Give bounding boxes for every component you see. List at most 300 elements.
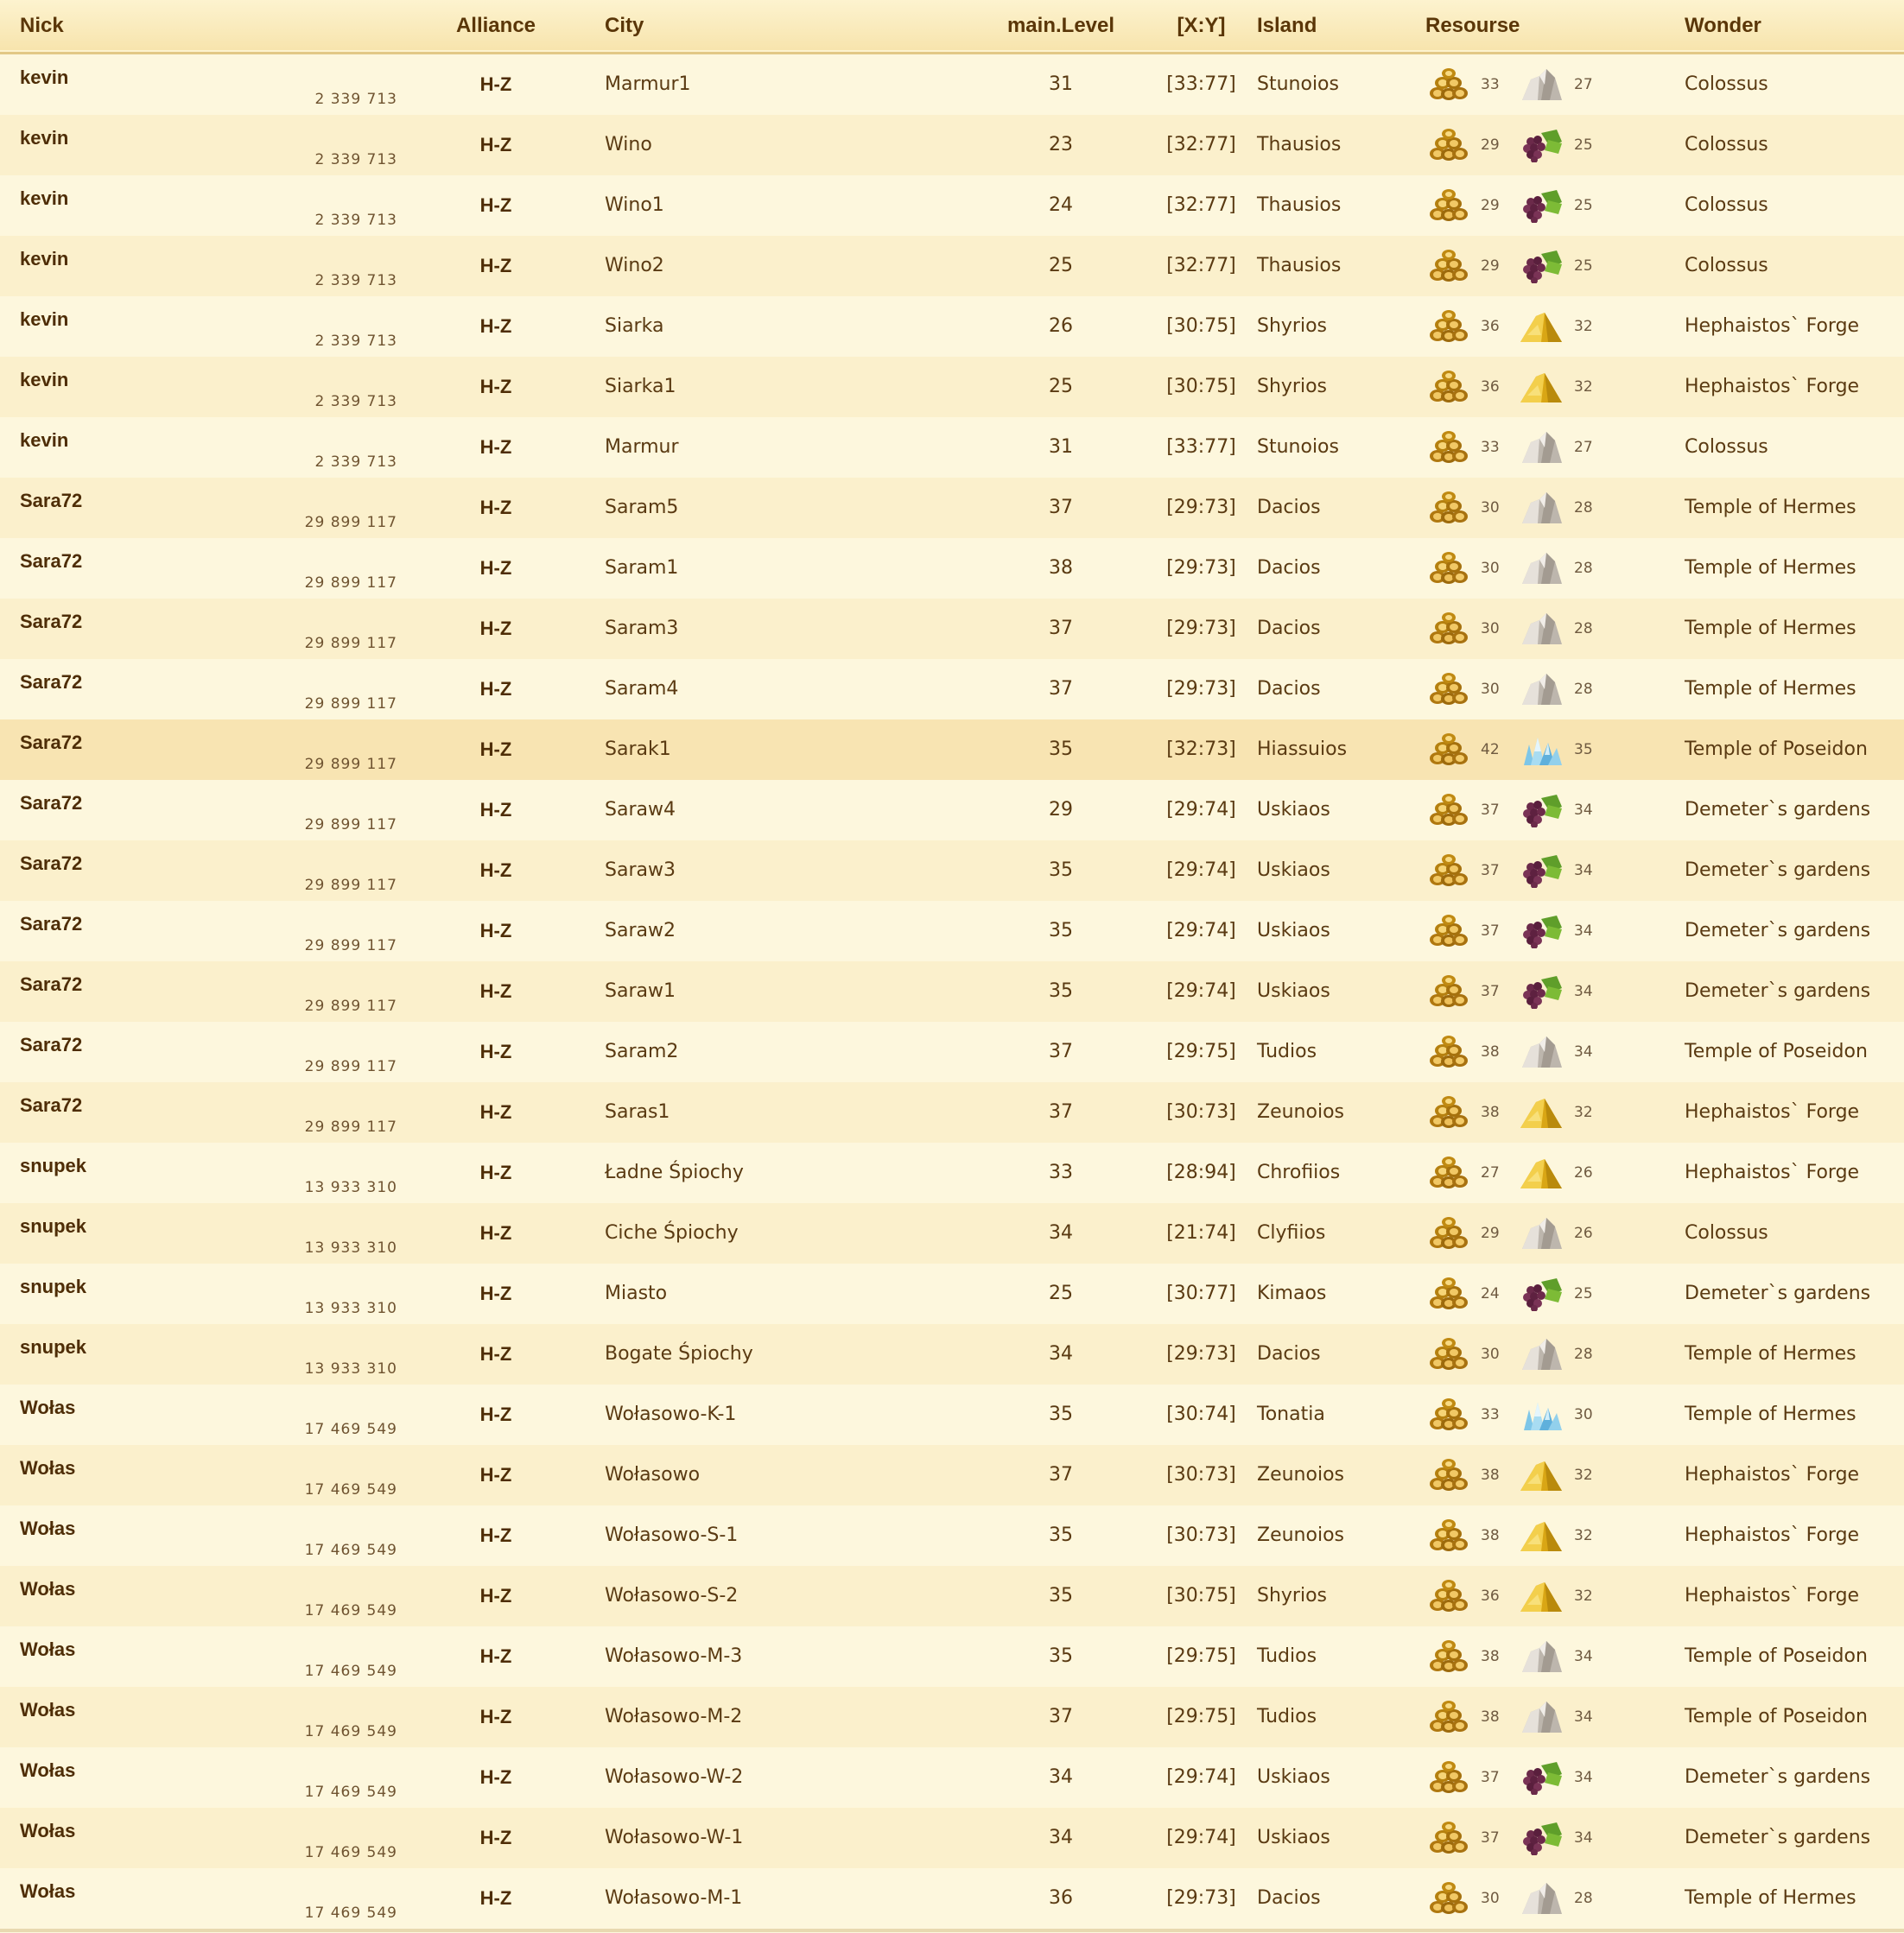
- alliance-tag[interactable]: H-Z: [479, 193, 512, 216]
- town-hall-level: 34: [1049, 1827, 1073, 1848]
- city-name[interactable]: Saras1: [605, 1101, 670, 1123]
- city-name[interactable]: Saram4: [605, 678, 679, 700]
- nick-cell: [0, 599, 397, 659]
- player-name-link[interactable]: snupek: [20, 1154, 87, 1176]
- coordinates-link[interactable]: [30:75]: [1166, 1585, 1236, 1607]
- island-name[interactable]: Dacios: [1257, 1343, 1321, 1365]
- town-hall-level: 23: [1049, 134, 1073, 155]
- wood-level: 30: [1481, 498, 1500, 517]
- marble-icon: [1519, 1700, 1564, 1734]
- table-row[interactable]: [0, 840, 1904, 901]
- coordinates-link[interactable]: [29:73]: [1166, 1343, 1236, 1365]
- island-name[interactable]: Kimaos: [1257, 1283, 1327, 1304]
- island-name[interactable]: Clyfiios: [1257, 1222, 1326, 1244]
- city-name[interactable]: Wołasowo-M-1: [605, 1887, 743, 1909]
- wonder-name: Temple of Poseidon: [1685, 1706, 1868, 1727]
- player-score: 2 339 713: [314, 392, 397, 410]
- table-row[interactable]: [0, 478, 1904, 538]
- alliance-tag[interactable]: H-Z: [479, 1221, 512, 1244]
- table-row[interactable]: [0, 1385, 1904, 1445]
- nick-cell: [0, 1385, 397, 1445]
- alliance-tag[interactable]: H-Z: [479, 1765, 512, 1788]
- wonder-name: Hephaistos` Forge: [1685, 1585, 1860, 1607]
- table-row[interactable]: [0, 1808, 1904, 1868]
- town-hall-level: 29: [1049, 799, 1073, 821]
- wonder-name: Temple of Hermes: [1685, 497, 1856, 518]
- wood-icon: [1425, 612, 1470, 646]
- luxury-level: 27: [1574, 75, 1593, 93]
- town-hall-level: 34: [1049, 1343, 1073, 1365]
- city-name[interactable]: Sarak1: [605, 738, 671, 760]
- coordinates-link[interactable]: [29:74]: [1166, 799, 1236, 821]
- player-name-link[interactable]: Wołas: [20, 1879, 76, 1902]
- coordinates-link[interactable]: [28:94]: [1166, 1162, 1236, 1183]
- luxury-level: 34: [1574, 801, 1593, 819]
- town-hall-level: 31: [1049, 436, 1073, 458]
- player-name-link[interactable]: Wołas: [20, 1517, 76, 1539]
- table-row[interactable]: [0, 236, 1904, 296]
- island-name[interactable]: Zeunoios: [1257, 1464, 1344, 1486]
- player-name-link[interactable]: Sara72: [20, 670, 83, 693]
- luxury-level: 35: [1574, 740, 1593, 758]
- island-name[interactable]: Thausios: [1257, 194, 1342, 216]
- island-name[interactable]: Stunoios: [1257, 73, 1339, 95]
- coordinates-link[interactable]: [29:74]: [1166, 1827, 1236, 1848]
- city-name[interactable]: Wino2: [605, 255, 664, 276]
- wood-icon: [1425, 1881, 1470, 1916]
- town-hall-level: 38: [1049, 557, 1073, 579]
- alliance-tag[interactable]: H-Z: [479, 1463, 512, 1486]
- city-name[interactable]: Wołasowo-S-1: [605, 1524, 739, 1546]
- wood-icon: [1425, 1216, 1470, 1251]
- alliance-tag[interactable]: H-Z: [479, 859, 512, 881]
- header-level[interactable]: main.Level: [1006, 13, 1115, 37]
- luxury-level: 34: [1574, 982, 1593, 1000]
- alliance-tag[interactable]: H-Z: [479, 1403, 512, 1425]
- wood-icon: [1425, 1277, 1470, 1311]
- island-name[interactable]: Tudios: [1257, 1041, 1317, 1062]
- city-name[interactable]: Wołasowo: [605, 1464, 701, 1486]
- luxury-level: 28: [1574, 498, 1593, 517]
- wonder-name: Demeter`s gardens: [1685, 980, 1871, 1002]
- table-row[interactable]: [0, 1082, 1904, 1143]
- player-score: 2 339 713: [314, 271, 397, 289]
- player-score: 13 933 310: [304, 1299, 397, 1317]
- luxury-level: 32: [1574, 1466, 1593, 1484]
- player-name-link[interactable]: Sara72: [20, 791, 83, 814]
- luxury-level: 30: [1574, 1405, 1593, 1423]
- alliance-tag[interactable]: H-Z: [479, 73, 512, 95]
- table-row[interactable]: [0, 599, 1904, 659]
- player-name-link[interactable]: kevin: [20, 187, 69, 209]
- alliance-tag[interactable]: H-Z: [479, 133, 512, 155]
- wood-level: 37: [1481, 982, 1500, 1000]
- resource-cell: [1425, 1687, 1685, 1747]
- marble-icon: [1519, 1337, 1564, 1372]
- nick-cell: [0, 417, 397, 478]
- town-hall-level: 37: [1049, 1706, 1073, 1727]
- table-row[interactable]: [0, 780, 1904, 840]
- wonder-name: Demeter`s gardens: [1685, 1766, 1871, 1788]
- town-hall-level: 25: [1049, 376, 1073, 397]
- town-hall-level: 26: [1049, 315, 1073, 337]
- city-name[interactable]: Wino: [605, 134, 652, 155]
- island-name[interactable]: Tonatia: [1257, 1404, 1325, 1425]
- coordinates-link[interactable]: [29:73]: [1166, 1887, 1236, 1909]
- city-name[interactable]: Saraw3: [605, 859, 676, 881]
- city-name[interactable]: Wołasowo-S-2: [605, 1585, 739, 1607]
- alliance-tag[interactable]: H-Z: [479, 1645, 512, 1667]
- island-name[interactable]: Hiassuios: [1257, 738, 1348, 760]
- wood-icon: [1425, 974, 1470, 1009]
- resource-cell: [1425, 780, 1685, 840]
- alliance-tag[interactable]: H-Z: [479, 1584, 512, 1607]
- table-row[interactable]: [0, 357, 1904, 417]
- player-name-link[interactable]: Sara72: [20, 852, 83, 874]
- table-row[interactable]: [0, 1747, 1904, 1808]
- alliance-tag[interactable]: H-Z: [479, 738, 512, 760]
- city-name[interactable]: Marmur: [605, 436, 679, 458]
- table-row[interactable]: [0, 901, 1904, 961]
- player-name-link[interactable]: Wołas: [20, 1759, 76, 1781]
- table-row[interactable]: [0, 1324, 1904, 1385]
- player-name-link[interactable]: snupek: [20, 1214, 87, 1237]
- table-row[interactable]: [0, 53, 1904, 115]
- table-row[interactable]: [0, 1566, 1904, 1626]
- resource-cell: [1425, 175, 1685, 236]
- coordinates-link[interactable]: [21:74]: [1166, 1222, 1236, 1244]
- resource-cell: [1425, 1324, 1685, 1385]
- island-name[interactable]: Shyrios: [1257, 376, 1328, 397]
- wood-level: 29: [1481, 257, 1500, 275]
- player-name-link[interactable]: Sara72: [20, 731, 83, 753]
- resource-cell: [1425, 478, 1685, 538]
- alliance-tag[interactable]: H-Z: [479, 1040, 512, 1062]
- table-row[interactable]: [0, 961, 1904, 1022]
- alliance-tag[interactable]: H-Z: [479, 1826, 512, 1848]
- town-hall-level: 37: [1049, 1464, 1073, 1486]
- alliance-tag[interactable]: H-Z: [479, 677, 512, 700]
- city-name[interactable]: Siarka: [605, 315, 664, 337]
- header-wonder[interactable]: Wonder: [1685, 13, 1761, 37]
- coordinates-link[interactable]: [29:74]: [1166, 980, 1236, 1002]
- coordinates-link[interactable]: [29:73]: [1166, 618, 1236, 639]
- island-name[interactable]: Uskiaos: [1257, 920, 1330, 941]
- table-row[interactable]: [0, 1022, 1904, 1082]
- player-name-link[interactable]: kevin: [20, 126, 69, 149]
- wood-level: 29: [1481, 136, 1500, 154]
- table-row[interactable]: [0, 538, 1904, 599]
- wood-icon: [1425, 430, 1470, 465]
- marble-icon: [1519, 430, 1564, 465]
- city-name[interactable]: Wino1: [605, 194, 664, 216]
- city-name[interactable]: Miasto: [605, 1283, 668, 1304]
- island-name[interactable]: Dacios: [1257, 678, 1321, 700]
- city-name[interactable]: Wołasowo-W-1: [605, 1827, 744, 1848]
- table-row[interactable]: [0, 1687, 1904, 1747]
- player-score: 13 933 310: [304, 1359, 397, 1378]
- town-hall-level: 35: [1049, 920, 1073, 941]
- island-name[interactable]: Tudios: [1257, 1645, 1317, 1667]
- player-name-link[interactable]: Wołas: [20, 1819, 76, 1841]
- alliance-tag[interactable]: H-Z: [479, 798, 512, 821]
- island-name[interactable]: Uskiaos: [1257, 1766, 1330, 1788]
- player-name-link[interactable]: Sara72: [20, 1093, 83, 1116]
- table-row[interactable]: [0, 1445, 1904, 1505]
- nick-cell: [0, 1808, 397, 1868]
- coordinates-link[interactable]: [30:73]: [1166, 1524, 1236, 1546]
- city-name[interactable]: Wołasowo-M-3: [605, 1645, 743, 1667]
- island-name[interactable]: Dacios: [1257, 557, 1321, 579]
- header-city[interactable]: City: [605, 13, 644, 37]
- luxury-level: 34: [1574, 861, 1593, 879]
- player-name-link[interactable]: kevin: [20, 307, 69, 330]
- alliance-tag[interactable]: H-Z: [479, 919, 512, 941]
- table-row[interactable]: [0, 296, 1904, 357]
- table-row[interactable]: [0, 175, 1904, 236]
- coordinates-link[interactable]: [29:73]: [1166, 557, 1236, 579]
- player-score: 13 933 310: [304, 1239, 397, 1257]
- resource-cell: [1425, 840, 1685, 901]
- island-name[interactable]: Stunoios: [1257, 436, 1339, 458]
- table-row[interactable]: [0, 659, 1904, 719]
- coordinates-link[interactable]: [32:77]: [1166, 134, 1236, 155]
- player-name-link[interactable]: snupek: [20, 1335, 87, 1358]
- wood-level: 37: [1481, 922, 1500, 940]
- table-row[interactable]: [0, 1203, 1904, 1264]
- island-name[interactable]: Tudios: [1257, 1706, 1317, 1727]
- island-name[interactable]: Shyrios: [1257, 1585, 1328, 1607]
- city-name[interactable]: Ciche Śpiochy: [605, 1222, 739, 1244]
- wine-icon: [1519, 974, 1564, 1009]
- player-name-link[interactable]: kevin: [20, 428, 69, 451]
- island-name[interactable]: Shyrios: [1257, 315, 1328, 337]
- header-island[interactable]: Island: [1257, 13, 1317, 37]
- city-name[interactable]: Saraw4: [605, 799, 676, 821]
- coordinates-link[interactable]: [33:77]: [1166, 73, 1236, 95]
- resource-cell: [1425, 296, 1685, 357]
- alliance-tag[interactable]: H-Z: [479, 435, 512, 458]
- luxury-level: 26: [1574, 1224, 1593, 1242]
- table-row[interactable]: [0, 1868, 1904, 1929]
- table-row[interactable]: [0, 115, 1904, 175]
- resource-cell: [1425, 1385, 1685, 1445]
- header-coords[interactable]: [X:Y]: [1177, 13, 1226, 37]
- alliance-tag[interactable]: H-Z: [479, 1342, 512, 1365]
- resource-cell: [1425, 1626, 1685, 1687]
- coordinates-link[interactable]: [33:77]: [1166, 436, 1236, 458]
- table-row[interactable]: [0, 1505, 1904, 1566]
- city-name[interactable]: Marmur1: [605, 73, 691, 95]
- island-name[interactable]: Uskiaos: [1257, 799, 1330, 821]
- coordinates-link[interactable]: [32:77]: [1166, 255, 1236, 276]
- wood-icon: [1425, 67, 1470, 102]
- wonder-name: Temple of Hermes: [1685, 1887, 1856, 1909]
- city-name[interactable]: Saram2: [605, 1041, 679, 1062]
- sulfur-icon: [1519, 1518, 1564, 1553]
- table-row[interactable]: [0, 1626, 1904, 1687]
- player-name-link[interactable]: Wołas: [20, 1396, 76, 1418]
- city-name[interactable]: Saraw1: [605, 980, 676, 1002]
- coordinates-link[interactable]: [30:75]: [1166, 376, 1236, 397]
- player-name-link[interactable]: kevin: [20, 66, 69, 88]
- island-name[interactable]: Dacios: [1257, 497, 1321, 518]
- city-name[interactable]: Wołasowo-K-1: [605, 1404, 737, 1425]
- city-name[interactable]: Saram5: [605, 497, 679, 518]
- player-name-link[interactable]: Sara72: [20, 1033, 83, 1055]
- wood-level: 42: [1481, 740, 1500, 758]
- player-name-link[interactable]: Sara72: [20, 973, 83, 995]
- coordinates-link[interactable]: [29:74]: [1166, 1766, 1236, 1788]
- marble-icon: [1519, 1881, 1564, 1916]
- coordinates-link[interactable]: [30:75]: [1166, 315, 1236, 337]
- marble-icon: [1519, 67, 1564, 102]
- alliance-tag[interactable]: H-Z: [479, 556, 512, 579]
- city-name[interactable]: Saraw2: [605, 920, 676, 941]
- alliance-tag[interactable]: H-Z: [479, 254, 512, 276]
- wonder-name: Hephaistos` Forge: [1685, 376, 1860, 397]
- city-name[interactable]: Bogate Śpiochy: [605, 1343, 753, 1365]
- island-name[interactable]: Uskiaos: [1257, 1827, 1330, 1848]
- wonder-name: Temple of Hermes: [1685, 557, 1856, 579]
- island-name[interactable]: Zeunoios: [1257, 1524, 1344, 1546]
- wonder-name: Hephaistos` Forge: [1685, 1101, 1860, 1123]
- alliance-tag[interactable]: H-Z: [479, 496, 512, 518]
- island-name[interactable]: Zeunoios: [1257, 1101, 1344, 1123]
- city-name[interactable]: Saram3: [605, 618, 679, 639]
- coordinates-link[interactable]: [30:74]: [1166, 1404, 1236, 1425]
- island-name[interactable]: Uskiaos: [1257, 980, 1330, 1002]
- resource-cell: [1425, 961, 1685, 1022]
- wood-level: 29: [1481, 1224, 1500, 1242]
- island-name[interactable]: Chrofiios: [1257, 1162, 1341, 1183]
- city-name[interactable]: Wołasowo-W-2: [605, 1766, 744, 1788]
- resource-cell: [1425, 1203, 1685, 1264]
- luxury-level: 34: [1574, 1828, 1593, 1847]
- player-name-link[interactable]: Wołas: [20, 1456, 76, 1479]
- wood-icon: [1425, 128, 1470, 162]
- header-nick[interactable]: Nick: [20, 13, 64, 37]
- wonder-name: Hephaistos` Forge: [1685, 1524, 1860, 1546]
- island-name[interactable]: Dacios: [1257, 1887, 1321, 1909]
- island-name[interactable]: Thausios: [1257, 255, 1342, 276]
- nick-cell: [0, 1324, 397, 1385]
- table-row[interactable]: [0, 719, 1904, 780]
- nick-cell: [0, 478, 397, 538]
- alliance-tag[interactable]: H-Z: [479, 375, 512, 397]
- resource-cell: [1425, 719, 1685, 780]
- wonder-name: Demeter`s gardens: [1685, 859, 1871, 881]
- sulfur-icon: [1519, 1095, 1564, 1130]
- player-name-link[interactable]: Sara72: [20, 912, 83, 935]
- alliance-tag[interactable]: H-Z: [479, 1161, 512, 1183]
- player-name-link[interactable]: kevin: [20, 368, 69, 390]
- coordinates-link[interactable]: [30:73]: [1166, 1101, 1236, 1123]
- island-name[interactable]: Uskiaos: [1257, 859, 1330, 881]
- wine-icon: [1519, 249, 1564, 283]
- nick-cell: [0, 538, 397, 599]
- player-name-link[interactable]: kevin: [20, 247, 69, 269]
- player-score: 29 899 117: [304, 634, 397, 652]
- wine-icon: [1519, 1821, 1564, 1855]
- player-name-link[interactable]: Wołas: [20, 1698, 76, 1721]
- player-score: 17 469 549: [304, 1541, 397, 1559]
- island-name[interactable]: Thausios: [1257, 134, 1342, 155]
- nick-cell: [0, 115, 397, 175]
- coordinates-link[interactable]: [29:73]: [1166, 678, 1236, 700]
- city-name[interactable]: Saram1: [605, 557, 679, 579]
- wood-level: 30: [1481, 619, 1500, 637]
- alliance-tag[interactable]: H-Z: [479, 1886, 512, 1909]
- wood-level: 38: [1481, 1526, 1500, 1544]
- city-name[interactable]: Wołasowo-M-2: [605, 1706, 743, 1727]
- wonder-name: Temple of Hermes: [1685, 1404, 1856, 1425]
- wood-level: 38: [1481, 1708, 1500, 1726]
- player-score: 29 899 117: [304, 997, 397, 1015]
- alliance-tag[interactable]: H-Z: [479, 1705, 512, 1727]
- coordinates-link[interactable]: [30:73]: [1166, 1464, 1236, 1486]
- alliance-tag[interactable]: H-Z: [479, 1100, 512, 1123]
- city-name[interactable]: Ładne Śpiochy: [605, 1162, 744, 1183]
- alliance-tag[interactable]: H-Z: [479, 617, 512, 639]
- player-name-link[interactable]: Sara72: [20, 610, 83, 632]
- wonder-name: Colossus: [1685, 134, 1768, 155]
- player-name-link[interactable]: snupek: [20, 1275, 87, 1297]
- resource-cell: [1425, 1566, 1685, 1626]
- coordinates-link[interactable]: [29:74]: [1166, 859, 1236, 881]
- wood-icon: [1425, 188, 1470, 223]
- alliance-tag[interactable]: H-Z: [479, 979, 512, 1002]
- sulfur-icon: [1519, 309, 1564, 344]
- coordinates-link[interactable]: [32:77]: [1166, 194, 1236, 216]
- coordinates-link[interactable]: [29:74]: [1166, 920, 1236, 941]
- town-hall-level: 35: [1049, 1645, 1073, 1667]
- wonder-name: Demeter`s gardens: [1685, 1827, 1871, 1848]
- player-score: 17 469 549: [304, 1904, 397, 1922]
- table-row[interactable]: [0, 417, 1904, 478]
- island-name[interactable]: Dacios: [1257, 618, 1321, 639]
- table-row[interactable]: [0, 1143, 1904, 1203]
- resource-cell: [1425, 1022, 1685, 1082]
- alliance-tag[interactable]: H-Z: [479, 314, 512, 337]
- alliance-tag[interactable]: H-Z: [479, 1282, 512, 1304]
- alliance-tag[interactable]: H-Z: [479, 1524, 512, 1546]
- coordinates-link[interactable]: [29:75]: [1166, 1706, 1236, 1727]
- nick-cell: [0, 1626, 397, 1687]
- player-name-link[interactable]: Wołas: [20, 1577, 76, 1600]
- wood-icon: [1425, 1035, 1470, 1069]
- player-score: 29 899 117: [304, 815, 397, 833]
- player-name-link[interactable]: Wołas: [20, 1638, 76, 1660]
- coordinates-link[interactable]: [30:77]: [1166, 1283, 1236, 1304]
- nick-cell: [0, 175, 397, 236]
- resource-cell: [1425, 1808, 1685, 1868]
- marble-icon: [1519, 612, 1564, 646]
- player-name-link[interactable]: Sara72: [20, 489, 83, 511]
- header-alliance[interactable]: Alliance: [455, 13, 536, 37]
- coordinates-link[interactable]: [29:73]: [1166, 497, 1236, 518]
- coordinates-link[interactable]: [29:75]: [1166, 1645, 1236, 1667]
- coordinates-link[interactable]: [32:73]: [1166, 738, 1236, 760]
- header-resource[interactable]: Resourse: [1425, 13, 1520, 37]
- player-name-link[interactable]: Sara72: [20, 549, 83, 572]
- coordinates-link[interactable]: [29:75]: [1166, 1041, 1236, 1062]
- wonder-name: Colossus: [1685, 194, 1768, 216]
- wonder-name: Temple of Poseidon: [1685, 1645, 1868, 1667]
- city-name[interactable]: Siarka1: [605, 376, 676, 397]
- luxury-level: 34: [1574, 922, 1593, 940]
- table-row[interactable]: [0, 1264, 1904, 1324]
